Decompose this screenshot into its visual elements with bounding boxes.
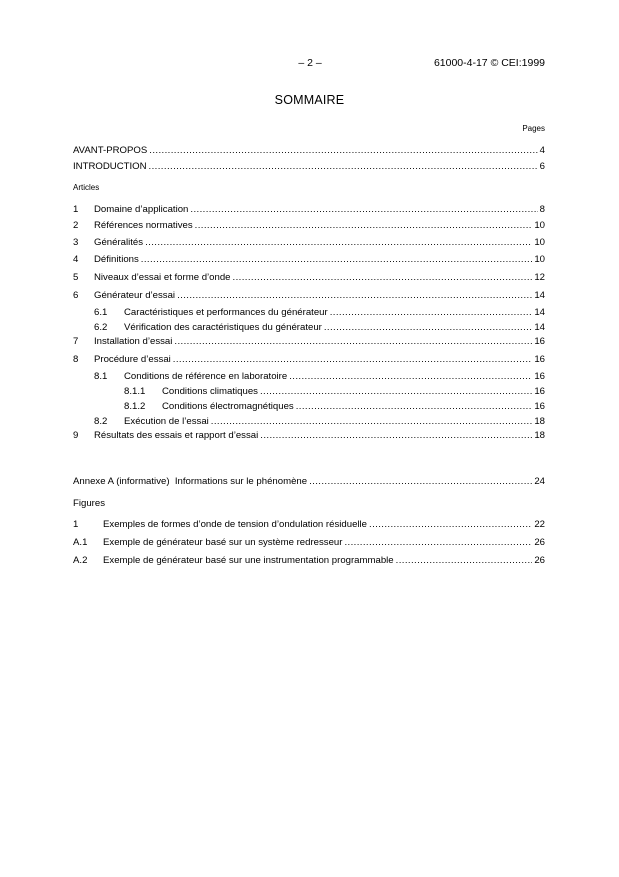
toc-figure-number: 1 [73,519,79,530]
toc-article-title: Exécution de l’essai [124,416,209,427]
leader-dots [324,321,532,335]
toc-article-title: Domaine d’application [94,204,189,215]
toc-figure-title: Exemple de générateur basé sur une instrumentation programmable [103,555,394,566]
toc-article-number: 5 [73,272,79,283]
toc-article-page: 12 [534,272,545,283]
toc-article [73,219,545,233]
toc-article-page: 16 [534,354,545,365]
toc-article-number: 9 [73,430,79,441]
toc-subsubarticle [124,385,545,399]
toc-subarticle [94,306,545,320]
toc-article-title: Conditions de référence en laboratoire [124,371,288,382]
toc-title: SOMMAIRE [274,93,345,107]
toc-subsubarticle [124,400,545,414]
articles-label: Articles [73,183,100,192]
toc-entry-introduction [73,160,545,174]
toc-article-title: Généralités [94,237,144,248]
toc-article-number: 6.1 [94,307,108,318]
toc-entry-avant-propos [73,144,545,158]
leader-dots [344,536,532,550]
toc-article-title: Conditions climatiques [162,386,258,397]
figures-label: Figures [73,498,105,509]
leader-dots [330,306,533,320]
toc-figure-title: Exemple de générateur basé sur un système redresseur [103,537,343,548]
toc-article-number: 8 [73,354,79,365]
toc-article-number: 8.1.2 [124,401,146,412]
toc-article-number: 3 [73,237,79,248]
toc-article-page: 14 [534,307,545,318]
toc-article-title: Générateur d’essai [94,290,176,301]
toc-article-page: 14 [534,290,545,301]
toc-article-page: 10 [534,220,545,231]
toc-article-title: Installation d’essai [94,336,173,347]
toc-article [73,271,545,285]
toc-article [73,203,545,217]
toc-article-page: 14 [534,322,545,333]
leader-dots [149,160,538,174]
toc-figure [73,554,545,568]
toc-article-number: 8.1 [94,371,108,382]
toc-annex-a [73,475,545,489]
toc-article-number: 4 [73,254,79,265]
header-standard-reference: 61000-4-17 © CEI:1999 [433,57,545,69]
toc-entry-page: 4 [539,145,545,156]
leader-dots [145,236,532,250]
toc-article [73,253,545,267]
leader-dots [174,335,532,349]
toc-entry-page: 6 [539,161,545,172]
toc-article-title: Résultats des essais et rapport d’essai [94,430,259,441]
toc-article-page: 16 [534,336,545,347]
toc-article [73,289,545,303]
toc-article-number: 2 [73,220,79,231]
toc-article-title: Définitions [94,254,139,265]
toc-article-title: Références normatives [94,220,193,231]
toc-subarticle [94,370,545,384]
toc-article-page: 16 [534,401,545,412]
toc-article-number: 7 [73,336,79,347]
toc-article-page: 10 [534,254,545,265]
toc-annex-page: 24 [534,476,545,487]
toc-article-title: Caractéristiques et performances du générateur [124,307,328,318]
leader-dots [233,271,533,285]
header-page-number: – 2 – [298,57,322,69]
toc-article-page: 18 [534,416,545,427]
toc-figure [73,536,545,550]
toc-figure-title: Exemples de formes d’onde de tension d’ondulation résiduelle [103,519,367,530]
leader-dots [309,475,532,489]
toc-article-title: Procédure d’essai [94,354,171,365]
leader-dots [173,353,533,367]
toc-subarticle [94,321,545,335]
toc-figure [73,518,545,532]
toc-article-title: Vérification des caractéristiques du générateur [124,322,322,333]
toc-article-page: 8 [539,204,545,215]
pages-column-label: Pages [522,124,545,133]
toc-article-number: 8.1.1 [124,386,146,397]
leader-dots [149,144,537,158]
toc-article-page: 10 [534,237,545,248]
toc-article [73,429,545,443]
toc-article-page: 16 [534,371,545,382]
toc-figure-number: A.2 [73,555,88,566]
leader-dots [211,415,533,429]
toc-article-number: 6.2 [94,322,108,333]
toc-figure-page: 26 [534,555,545,566]
leader-dots [296,400,533,414]
leader-dots [260,385,532,399]
leader-dots [369,518,532,532]
leader-dots [177,289,532,303]
leader-dots [195,219,533,233]
toc-entry-title: INTRODUCTION [73,161,147,172]
toc-article-page: 18 [534,430,545,441]
toc-article [73,236,545,250]
toc-article [73,335,545,349]
toc-article [73,353,545,367]
toc-article-title: Conditions électromagnétiques [162,401,294,412]
toc-article-title: Niveaux d’essai et forme d’onde [94,272,231,283]
leader-dots [396,554,533,568]
toc-figure-page: 22 [534,519,545,530]
toc-figure-page: 26 [534,537,545,548]
toc-annex-title: Annexe A (informative) Informations sur le phénomène [73,476,308,487]
toc-subarticle [94,415,545,429]
leader-dots [289,370,532,384]
toc-article-number: 6 [73,290,79,301]
leader-dots [260,429,532,443]
leader-dots [141,253,533,267]
toc-figure-number: A.1 [73,537,88,548]
toc-article-number: 8.2 [94,416,108,427]
leader-dots [190,203,537,217]
toc-article-page: 16 [534,386,545,397]
toc-entry-title: AVANT-PROPOS [73,145,148,156]
toc-article-number: 1 [73,204,79,215]
